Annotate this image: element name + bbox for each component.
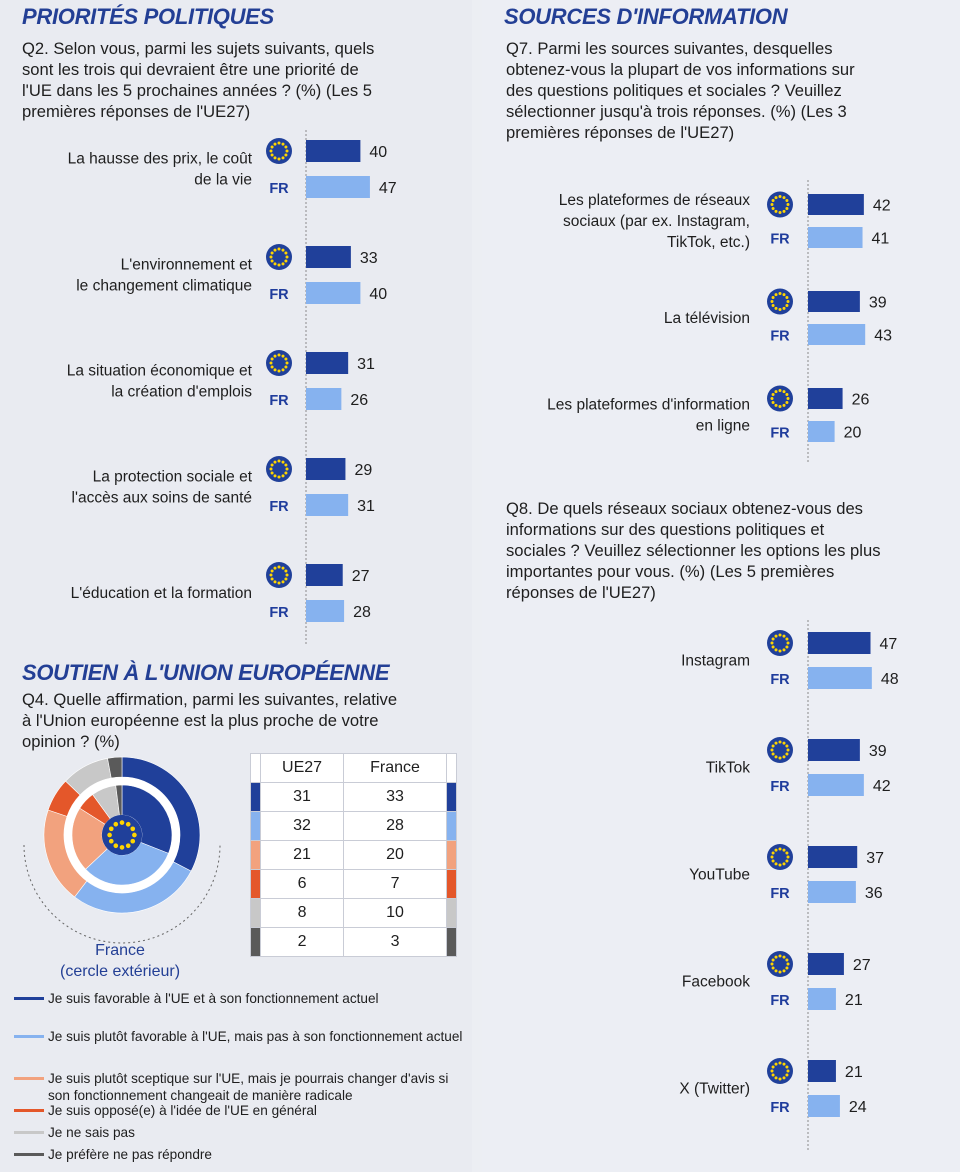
- bar-eu: [808, 194, 864, 215]
- fr-label: FR: [269, 287, 289, 303]
- question-line: Q4. Quelle affirmation, parmi les suivantes, relative: [22, 690, 398, 709]
- cell-fr: 28: [344, 812, 447, 841]
- bar-fr: [306, 600, 344, 622]
- legend-label: Je ne sais pas: [48, 1125, 135, 1140]
- cell-fr: 10: [344, 899, 447, 928]
- category-label: La télévision: [663, 310, 750, 327]
- row-color-marker: [251, 928, 261, 957]
- eu-flag-icon: [266, 456, 292, 482]
- value-label: 48: [880, 671, 899, 688]
- eu-flag-icon: [767, 289, 793, 315]
- france-caption-line1: France: [95, 942, 145, 959]
- bar-fr: [808, 1095, 840, 1117]
- bar-fr: [808, 988, 836, 1010]
- q4-donut-chart: [0, 740, 248, 940]
- france-caption: [20, 940, 220, 982]
- bar-eu: [306, 564, 343, 586]
- category-label: X (Twitter): [679, 1080, 750, 1098]
- q2-question: [22, 38, 456, 122]
- fr-label: FR: [770, 672, 790, 688]
- value-label: 47: [378, 180, 397, 197]
- q4-table: [250, 753, 457, 957]
- value-label: 26: [851, 391, 870, 409]
- question-line: réponses de l'UE27): [506, 583, 656, 602]
- row-color-marker: [447, 812, 457, 841]
- row-color-marker: [251, 899, 261, 928]
- bar-eu: [306, 246, 351, 268]
- bar-eu: [306, 140, 360, 162]
- bar-eu: [808, 291, 860, 312]
- legend-label: Je suis favorable à l'UE et à son fonctionnement actuel: [48, 991, 379, 1006]
- value-label: 36: [864, 885, 883, 902]
- fr-label: FR: [770, 328, 790, 345]
- question-line: importantes pour vous. (%) (Les 5 premières: [506, 562, 835, 581]
- row-color-marker: [251, 812, 261, 841]
- eu-flag-icon: [767, 386, 793, 412]
- q4-table-header: [251, 754, 457, 783]
- fr-label: FR: [269, 181, 289, 197]
- category-label: L'éducation et la formation: [70, 585, 252, 602]
- value-label: 27: [852, 957, 871, 974]
- value-label: 37: [866, 850, 885, 867]
- left-column: [0, 0, 472, 1172]
- legend-swatch: [14, 997, 44, 1000]
- eu-flag-icon: [767, 192, 793, 218]
- eu-flag-icon: [266, 562, 292, 588]
- q4-header-eu: UE27: [261, 754, 344, 783]
- row-color-marker: [251, 870, 261, 899]
- fr-label: FR: [269, 605, 289, 621]
- cell-eu: 2: [261, 928, 344, 957]
- cell-eu: 21: [261, 841, 344, 870]
- value-label: 42: [872, 778, 891, 795]
- bar-fr: [808, 324, 865, 345]
- question-line: obtenez-vous la plupart de vos informations sur: [506, 60, 855, 79]
- cell-fr: 7: [344, 870, 447, 899]
- fr-label: FR: [770, 1100, 790, 1116]
- category-label: Facebook: [681, 973, 750, 991]
- category-label: La hausse des prix, le coût de la vie: [67, 150, 252, 189]
- bar-eu: [808, 846, 857, 868]
- question-line: premières réponses de l'UE27): [506, 123, 735, 142]
- q4-header-fr: France: [344, 754, 447, 783]
- value-label: 24: [848, 1099, 867, 1116]
- eu-flag-icon: [767, 844, 793, 870]
- support-title: SOUTIEN À L'UNION EUROPÉENNE: [22, 660, 390, 685]
- value-label: 40: [369, 286, 388, 303]
- value-label: 39: [868, 743, 887, 760]
- cell-fr: 33: [344, 783, 447, 812]
- bar-eu: [306, 352, 348, 374]
- value-label: 21: [844, 1064, 863, 1081]
- cell-eu: 6: [261, 870, 344, 899]
- category-label: TikTok: [705, 759, 750, 777]
- value-label: 43: [874, 327, 892, 345]
- row-color-marker: [251, 841, 261, 870]
- question-line: à l'Union européenne est la plus proche de votre: [22, 711, 379, 730]
- value-label: 47: [879, 636, 898, 653]
- legend-swatch: [14, 1035, 44, 1038]
- q8-question: [506, 498, 938, 603]
- fr-label: FR: [770, 779, 790, 795]
- legend-swatch: [14, 1109, 44, 1112]
- bar-fr: [306, 282, 360, 304]
- legend-swatch: [14, 1131, 44, 1134]
- category-label: La situation économique et la création d'emplois: [66, 362, 252, 401]
- q4-table-row: [251, 783, 457, 812]
- eu-flag-icon: [266, 244, 292, 270]
- legend-swatch: [14, 1077, 44, 1080]
- q4-table-marker: [251, 754, 261, 783]
- cell-fr: 20: [344, 841, 447, 870]
- bar-eu: [808, 1060, 836, 1082]
- q4-table-row: [251, 841, 457, 870]
- category-label: Les plateformes d'information en ligne: [547, 396, 750, 435]
- legend-label: Je suis opposé(e) à l'idée de l'UE en général: [48, 1103, 317, 1118]
- value-label: 31: [357, 498, 375, 515]
- bar-fr: [306, 176, 370, 198]
- question-line: premières réponses de l'UE27): [22, 102, 251, 121]
- fr-label: FR: [269, 499, 289, 515]
- fr-label: FR: [770, 993, 790, 1009]
- value-label: 42: [872, 197, 891, 215]
- bar-eu: [808, 632, 871, 654]
- value-label: 39: [868, 294, 887, 312]
- value-label: 31: [357, 356, 375, 373]
- eu-flag-icon: [767, 1058, 793, 1084]
- bar-eu: [306, 458, 345, 480]
- question-line: informations sur des questions politiques et: [506, 520, 825, 539]
- bar-fr: [808, 774, 864, 796]
- france-caption-line2: (cercle extérieur): [59, 963, 181, 980]
- bar-eu: [808, 953, 844, 975]
- value-label: 20: [843, 424, 862, 442]
- q4-table-row: [251, 870, 457, 899]
- value-label: 26: [350, 392, 369, 409]
- bar-fr: [306, 494, 348, 516]
- eu-flag-icon: [767, 630, 793, 656]
- cell-eu: 32: [261, 812, 344, 841]
- fr-label: FR: [770, 231, 790, 248]
- q8-bar-chart: [482, 620, 960, 1165]
- cell-fr: 3: [344, 928, 447, 957]
- row-color-marker: [447, 783, 457, 812]
- q4-table-row: [251, 812, 457, 841]
- row-color-marker: [447, 841, 457, 870]
- category-label: Les plateformes de réseaux sociaux (par ex. Instagram, TikTok, etc.): [558, 192, 750, 251]
- legend-label: Je suis plutôt sceptique sur l'UE, mais je pourrais changer d'avis si son fonctionnement changeait de manière radicale: [48, 1071, 449, 1103]
- question-line: Q7. Parmi les sources suivantes, desquelles: [506, 39, 833, 58]
- eu-flag-icon: [266, 350, 292, 376]
- fr-label: FR: [269, 393, 289, 409]
- eu-flag-icon: [102, 815, 142, 855]
- bar-fr: [808, 881, 856, 903]
- question-line: des questions politiques et sociales ? Veuillez: [506, 81, 842, 100]
- fr-label: FR: [770, 886, 790, 902]
- bar-fr: [808, 421, 835, 442]
- cell-eu: 31: [261, 783, 344, 812]
- question-line: opinion ? (%): [22, 732, 120, 751]
- question-line: Q8. De quels réseaux sociaux obtenez-vous des: [506, 499, 863, 518]
- q4-table-row: [251, 928, 457, 957]
- eu-flag-icon: [767, 737, 793, 763]
- sources-title: SOURCES D'INFORMATION: [504, 4, 788, 29]
- value-label: 40: [369, 144, 388, 161]
- value-label: 29: [354, 462, 373, 479]
- value-label: 27: [351, 568, 370, 585]
- row-color-marker: [251, 783, 261, 812]
- right-column: [482, 0, 960, 1172]
- q4-table-marker: [447, 754, 457, 783]
- eu-flag-icon: [266, 138, 292, 164]
- q7-question: [506, 38, 938, 143]
- question-line: sociales ? Veuillez sélectionner les options les plus: [506, 541, 881, 560]
- bar-fr: [808, 227, 863, 248]
- row-color-marker: [447, 928, 457, 957]
- cell-eu: 8: [261, 899, 344, 928]
- value-label: 28: [353, 604, 371, 621]
- question-line: Q2. Selon vous, parmi les sujets suivants, quels: [22, 39, 375, 58]
- q7-bar-chart: [482, 180, 960, 470]
- category-label: Instagram: [681, 652, 750, 670]
- q2-bar-chart: [0, 130, 472, 650]
- q4-table-row: [251, 899, 457, 928]
- category-label: La protection sociale et l'accès aux soins de santé: [71, 468, 252, 507]
- bar-fr: [808, 667, 872, 689]
- priorities-title: PRIORITÉS POLITIQUES: [22, 4, 274, 29]
- value-label: 33: [359, 250, 378, 267]
- bar-eu: [808, 388, 843, 409]
- value-label: 41: [871, 230, 890, 248]
- row-color-marker: [447, 870, 457, 899]
- question-line: sont les trois qui devraient être une priorité de: [22, 60, 359, 79]
- bar-fr: [306, 388, 341, 410]
- eu-flag-icon: [767, 951, 793, 977]
- legend-label: Je préfère ne pas répondre: [48, 1147, 212, 1162]
- fr-label: FR: [770, 425, 790, 442]
- legend-swatch: [14, 1153, 44, 1156]
- legend-label: Je suis plutôt favorable à l'UE, mais pas à son fonctionnement actuel: [48, 1029, 463, 1044]
- category-label: YouTube: [689, 866, 750, 884]
- row-color-marker: [447, 899, 457, 928]
- q4-legend: [14, 990, 474, 1170]
- value-label: 21: [844, 992, 863, 1009]
- category-label: L'environnement et le changement climatique: [76, 256, 252, 295]
- question-line: sélectionner jusqu'à trois réponses. (%) (Les 3: [506, 102, 847, 121]
- question-line: l'UE dans les 5 prochaines années ? (%) (Les 5: [22, 81, 372, 100]
- bar-eu: [808, 739, 860, 761]
